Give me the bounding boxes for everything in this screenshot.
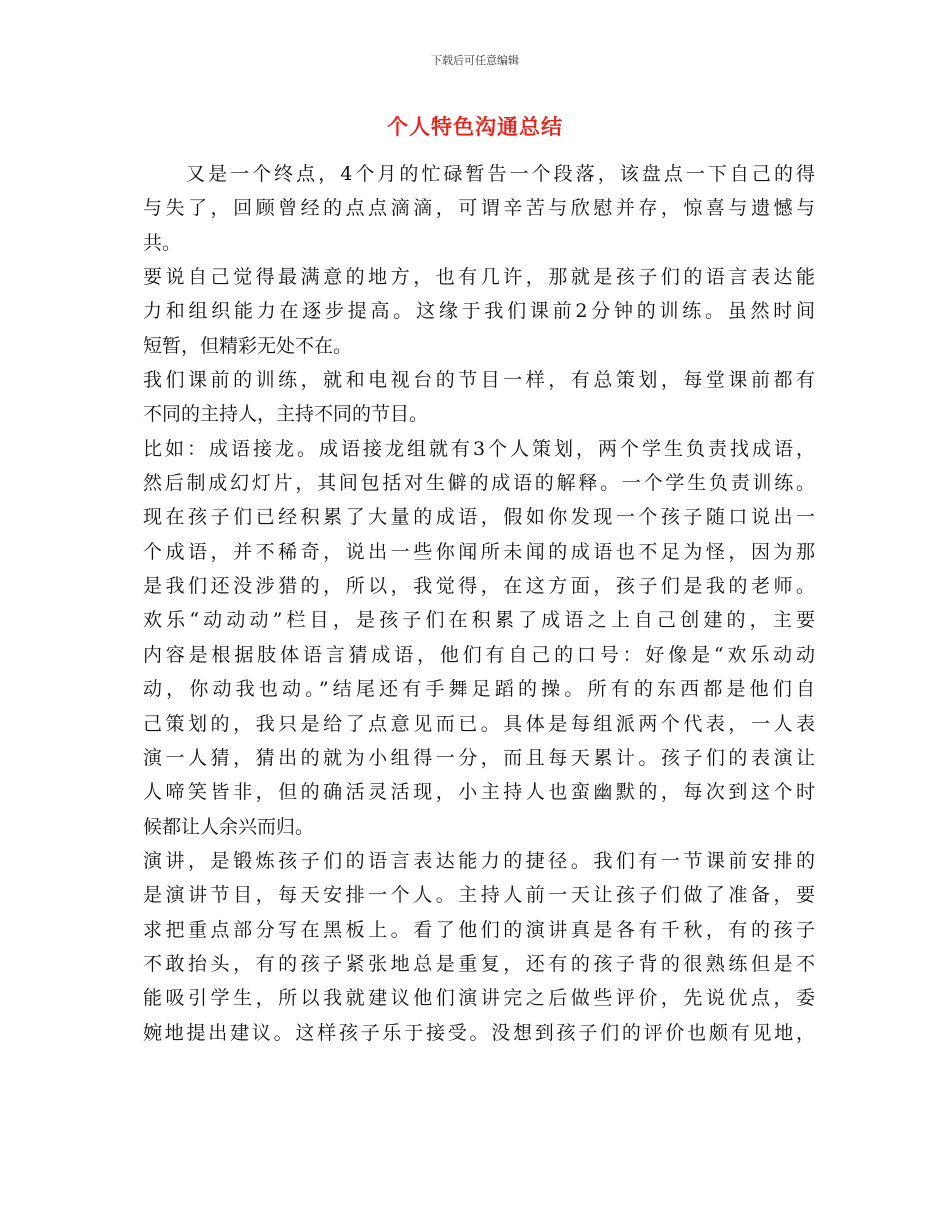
text-line: 欢乐“动动动”栏目，是孩子们在积累了成语之上自己创建的，主要 (143, 609, 815, 632)
text-line: 是我们还没涉猎的，所以，我觉得，在这方面，孩子们是我的老师。 (143, 575, 815, 598)
text-line: 是演讲节目，每天安排一个人。主持人前一天让孩子们做了准备，要 (143, 884, 815, 907)
text-line: 短暂，但精彩无处不在。 (143, 334, 353, 357)
text-line: 能吸引学生，所以我就建议他们演讲完之后做些评价，先说优点，委 (143, 987, 815, 1010)
document-body (143, 157, 815, 1050)
text-line: 演一人猜，猜出的就为小组得一分，而且每天累计。孩子们的表演让 (143, 746, 815, 769)
text-line: 不敢抬头，有的孩子紧张地总是重复，还有的孩子背的很熟练但是不 (143, 952, 815, 975)
header-note: 下载后可任意编辑 (431, 54, 519, 67)
text-line: 求把重点部分写在黑板上。看了他们的演讲真是各有千秋，有的孩子 (143, 918, 815, 941)
text-line: 动，你动我也动。”结尾还有手舞足蹈的操。所有的东西都是他们自 (143, 678, 815, 701)
text-line: 共。 (143, 231, 182, 254)
text-line: 然后制成幻灯片，其间包括对生僻的成语的解释。一个学生负责训练。 (143, 472, 815, 495)
text-line: 个成语，并不稀奇，说出一些你闻所未闻的成语也不足为怪，因为那 (143, 540, 815, 563)
text-line: 婉地提出建议。这样孩子乐于接受。没想到孩子们的评价也颇有见地， (143, 1021, 815, 1044)
text-line: 比如：成语接龙。成语接龙组就有3个人策划，两个学生负责找成语， (143, 437, 815, 460)
text-line: 力和组织能力在逐步提高。这缘于我们课前2分钟的训练。虽然时间 (143, 300, 815, 323)
document-title: 个人特色沟通总结 (387, 115, 563, 139)
text-line: 又是一个终点，4个月的忙碌暂告一个段落，该盘点一下自己的得 (186, 163, 815, 185)
text-line: 我们课前的训练，就和电视台的节目一样，有总策划，每堂课前都有 (143, 369, 815, 392)
text-line: 人啼笑皆非，但的确活灵活现，小主持人也蛮幽默的，每次到这个时 (143, 781, 815, 804)
text-line: 现在孩子们已经积累了大量的成语，假如你发现一个孩子随口说出一 (143, 506, 815, 529)
text-line: 不同的主持人，主持不同的节目。 (143, 403, 429, 426)
text-line: 内容是根据肢体语言猜成语，他们有自己的口号：好像是“欢乐动动 (143, 643, 815, 666)
text-line: 候都让人余兴而归。 (143, 815, 315, 838)
text-line: 要说自己觉得最满意的地方，也有几许，那就是孩子们的语言表达能 (143, 266, 815, 289)
text-line: 与失了，回顾曾经的点点滴滴，可谓辛苦与欣慰并存，惊喜与遗憾与 (143, 197, 815, 220)
text-line: 己策划的，我只是给了点意见而已。具体是每组派两个代表，一人表 (143, 712, 815, 735)
text-line: 演讲，是锻炼孩子们的语言表达能力的捷径。我们有一节课前安排的 (143, 849, 815, 872)
